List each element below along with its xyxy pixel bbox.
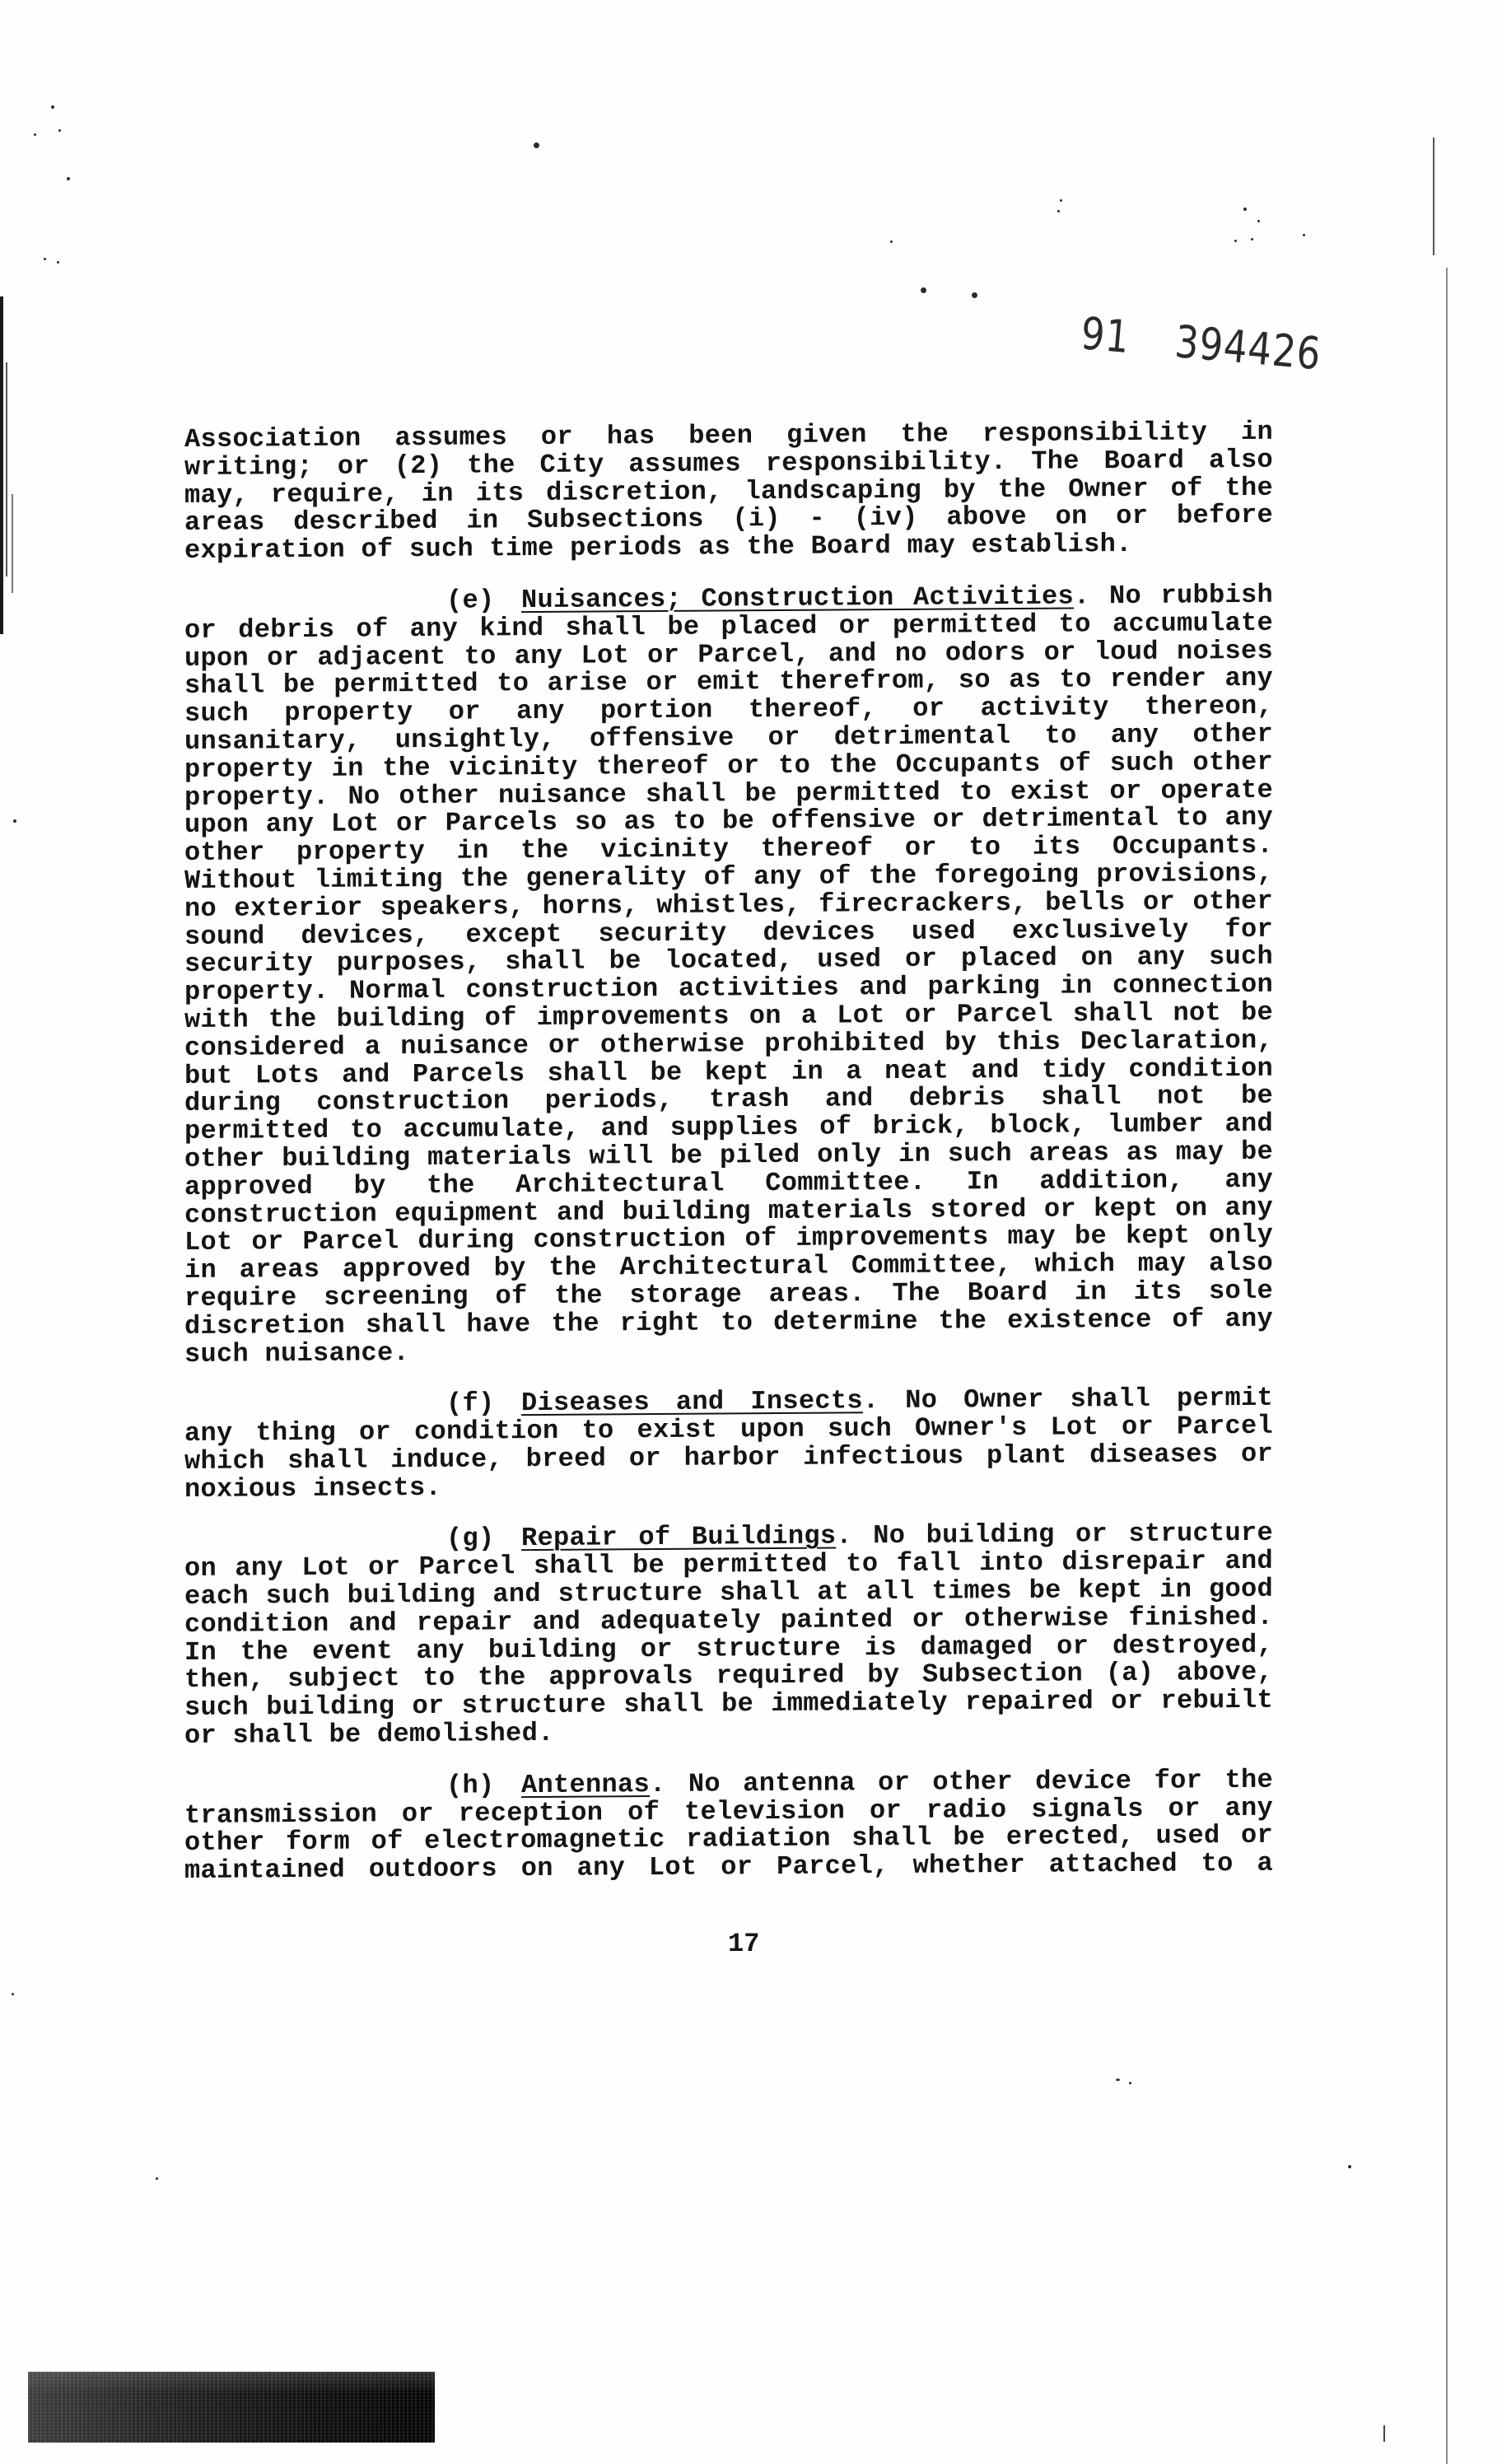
text-line: property in the vicinity thereof or to the Occupants of such other xyxy=(184,746,1273,785)
text-line: upon or adjacent to any Lot or Parcel, and no odors or loud noises xyxy=(184,635,1273,674)
text-line: may, require, in its discretion, landscaping by the Owner of the xyxy=(184,472,1273,511)
text-line: during construction periods, trash and debris shall not be xyxy=(184,1080,1273,1119)
scan-edge-mark-right xyxy=(1446,268,1448,2464)
scan-speck xyxy=(67,177,70,180)
text-line: other form of electromagnetic radiation shall be erected, used or xyxy=(184,1820,1273,1859)
section-heading: Antennas xyxy=(521,1768,651,1801)
scan-edge-mark-left xyxy=(12,494,13,593)
text-line: such property or any portion thereof, or activity thereon, xyxy=(184,690,1273,730)
text-line: permitted to accumulate, and supplies of brick, block, lumber and xyxy=(184,1108,1273,1147)
section-label: (h) xyxy=(446,1770,495,1801)
text-line: no exterior speakers, horns, whistles, firecrackers, bells or other xyxy=(184,885,1273,924)
scan-speck xyxy=(534,142,539,148)
scan-speck xyxy=(51,105,54,109)
text-line: condition and repair and adequately painted or otherwise finished. xyxy=(184,1601,1273,1640)
text-line: then, subject to the approvals required by Subsection (a) above, xyxy=(184,1657,1273,1696)
text-line: maintained outdoors on any Lot or Parcel, whether attached to a xyxy=(184,1848,1273,1887)
scan-speck xyxy=(1234,240,1237,242)
section-label: (f) xyxy=(446,1388,495,1420)
section-heading: Diseases and Insects xyxy=(521,1385,863,1419)
scan-edge-mark-left xyxy=(6,362,7,576)
scan-speck xyxy=(1251,238,1253,240)
text-line: in areas approved by the Architectural Committee, which may also xyxy=(184,1247,1273,1286)
handwritten-document-number: 91 394426 xyxy=(1079,306,1324,380)
scan-speck xyxy=(890,240,893,243)
text-line: discretion shall have the right to determine the existence of any xyxy=(184,1303,1273,1342)
scan-speck xyxy=(156,2177,158,2180)
section-first-line-text: . No building or structure xyxy=(836,1518,1273,1552)
text-line: construction equipment and building materials stored or kept on any xyxy=(184,1192,1273,1230)
scan-speck xyxy=(1348,2165,1351,2168)
text-line: transmission or reception of television or radio signals or any xyxy=(184,1792,1273,1831)
scan-speck xyxy=(1243,208,1247,211)
scan-speck xyxy=(1060,199,1062,202)
scan-speck xyxy=(1303,234,1305,236)
intro-paragraph xyxy=(184,418,1273,565)
text-line: writing; or (2) the City assumes responsibility. The Board also xyxy=(184,444,1273,483)
section-heading: Repair of Buildings xyxy=(521,1520,837,1554)
text-line: on any Lot or Parcel shall be permitted to fall into disrepair and xyxy=(184,1546,1273,1584)
scan-speck xyxy=(1257,220,1260,222)
scan-speck xyxy=(58,129,61,132)
scan-speck xyxy=(57,261,59,264)
text-line: or debris of any kind shall be placed or permitted to accumulate xyxy=(184,607,1273,646)
scan-speck xyxy=(1129,2082,1131,2084)
scan-edge-mark-right xyxy=(1433,138,1434,255)
text-line: expiration of such time periods as the Board may establish. xyxy=(184,529,1132,567)
scan-artifact-bar xyxy=(28,2372,435,2443)
text-line: In the event any building or structure is damaged or destroyed, xyxy=(184,1629,1273,1668)
text-line: sound devices, except security devices used exclusively for xyxy=(184,913,1273,952)
section-f xyxy=(184,1384,1273,1503)
section-label: (e) xyxy=(446,585,495,616)
scan-speck xyxy=(34,133,36,136)
text-line: with the building of improvements on a Lot or Parcel shall not be xyxy=(184,996,1273,1035)
text-line: Lot or Parcel during construction of improvements may be kept only xyxy=(184,1220,1273,1258)
text-line: Association assumes or has been given the responsibility in xyxy=(184,416,1273,455)
text-line: other building materials will be piled only in such areas as may be xyxy=(184,1136,1273,1174)
text-line: other property in the vicinity thereof or to its Occupants. xyxy=(184,829,1273,869)
section-h xyxy=(184,1766,1273,1885)
text-line: or shall be demolished. xyxy=(184,1717,554,1752)
section-first-line-text: . No rubbish xyxy=(1074,579,1273,612)
text-line: require screening of the storage areas. The Board in its sole xyxy=(184,1275,1273,1314)
text-line: but Lots and Parcels shall be kept in a neat and tidy condition xyxy=(184,1052,1273,1091)
section-first-line-text: . No Owner shall permit xyxy=(862,1383,1274,1416)
text-line: considered a nuisance or otherwise prohibited by this Declaration, xyxy=(184,1024,1273,1063)
section-first-line-text: . No antenna or other device for the xyxy=(650,1764,1273,1799)
scan-speck xyxy=(921,287,926,293)
scan-speck xyxy=(972,292,977,298)
scan-speck xyxy=(1057,210,1060,212)
section-e xyxy=(184,581,1273,1369)
scan-edge-mark-left xyxy=(0,296,3,634)
text-line: which shall induce, breed or harbor infectious plant diseases or xyxy=(184,1438,1273,1477)
scan-speck xyxy=(13,819,16,823)
text-line: property. No other nuisance shall be permitted to exist or operate xyxy=(184,774,1273,813)
text-line: approved by the Architectural Committee. In addition, any xyxy=(184,1164,1273,1202)
scan-speck xyxy=(44,258,46,260)
document-text xyxy=(184,418,1273,1885)
text-line: each such building and structure shall at all times be kept in good xyxy=(184,1573,1273,1612)
text-line: property. Normal construction activities and parking in connection xyxy=(184,968,1273,1008)
section-g xyxy=(184,1519,1273,1750)
text-line: such nuisance. xyxy=(184,1337,410,1370)
text-line: upon any Lot or Parcels so as to be offensive or detrimental to any xyxy=(184,802,1273,841)
text-line: security purposes, shall be located, used or placed on any such xyxy=(184,941,1273,980)
text-line: such building or structure shall be immediately repaired or rebuilt xyxy=(184,1685,1273,1724)
text-line: unsanitary, unsightly, offensive or detrimental to any other xyxy=(184,718,1273,757)
text-line: areas described in Subsections (i) - (iv) above on or before xyxy=(184,500,1273,539)
section-heading: Nuisances; Construction Activities xyxy=(521,581,1075,616)
text-line: shall be permitted to arise or emit therefrom, so as to render any xyxy=(184,663,1273,702)
text-line: any thing or condition to exist upon such Owner's Lot or Parcel xyxy=(184,1410,1273,1449)
section-label: (g) xyxy=(446,1523,495,1555)
scan-speck xyxy=(1116,2079,1120,2081)
text-line: Without limiting the generality of any of the foregoing provisions, xyxy=(184,857,1273,896)
text-line: noxious insects. xyxy=(184,1472,442,1505)
scan-edge-mark-right xyxy=(1383,2425,1385,2442)
scan-speck xyxy=(12,1993,14,1995)
page-number: 17 xyxy=(728,1929,760,1959)
